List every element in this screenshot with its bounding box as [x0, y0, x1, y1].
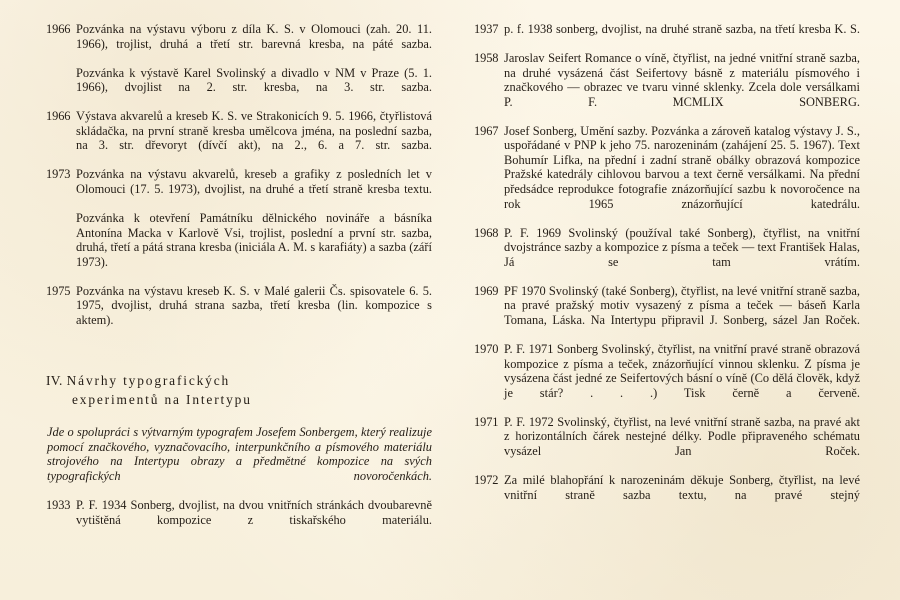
entry-year: 1966: [46, 22, 71, 36]
bibliography-entry: [474, 284, 860, 342]
entry-body: [504, 342, 860, 415]
bibliography-entry: [474, 124, 860, 226]
entry-year: 1975: [46, 283, 71, 298]
bibliography-entry: [46, 109, 432, 167]
entry-paragraph: Pozvánka na výstavu akvarelů, kreseb a grafiky z posledních let v Olomouci (17. 5. 1973), dvojlist, na druhé a třetí straně kresba textu.: [76, 167, 432, 197]
entry-paragraph: Pozvánka na výstavu kreseb K. S. v Malé galerii Čs. spisovatele 6. 5. 1975, dvojlist, druhá strana sazba, třetí kresba (lin. kompozice s aktem).: [76, 283, 432, 327]
entry-body: [504, 473, 860, 517]
entry-year: 1972: [474, 472, 499, 487]
entry-body: [76, 284, 432, 342]
entry-paragraph: Pozvánka na výstavu výboru z díla K. S. v Olomouci (zah. 20. 11. 1966), trojlist, druhá a třetí str. barevná kresba, na páté sazba.: [76, 22, 432, 51]
bibliography-entry: [46, 284, 432, 342]
bibliography-entry: [474, 226, 860, 284]
entry-paragraph: P. F. 1971 Sonberg Svolinský, čtyřlist, na vnitřní pravé straně obrazová kompozice z písma a teček, znázorňující vinnou sklenku. Z písma je vysázena část jedné ze Seifertových básní o víně (Co dělá člověk, když je stár? . . .) Tisk černě a červeně.: [504, 342, 860, 400]
section-heading-line-1: [46, 371, 432, 390]
entry-paragraph: P. F. 1969 Svolinský (používal také Sonberg), čtyřlist, na vnitřní dvojstránce sazby a kompozice z písma a teček — text František Halas, Já se tam vrátím.: [504, 225, 860, 269]
entry-year: 1966: [46, 109, 71, 124]
entry-body: [504, 284, 860, 342]
bibliography-entry: [474, 473, 860, 517]
entry-year: 1933: [46, 498, 71, 512]
two-column-layout: [0, 22, 900, 542]
section-heading: [46, 371, 432, 409]
lead-paragraph: Jde o spolupráci s výtvarným typografem Josefem Sonbergem, který realizuje pomocí značkového, vyznačovacího, interpunkčního a písmového materiálu strojového na Intertypu obrazy a předmětné kompozice na svých typografických novoročenkách.: [47, 425, 432, 483]
bibliography-entry: [46, 498, 432, 542]
entry-paragraph: p. f. 1938 sonberg, dvojlist, na druhé straně sazba, na třetí kresba K. S.: [504, 22, 860, 36]
entry-paragraph: PF 1970 Svolinský (také Sonberg), čtyřlist, na levé vnitřní straně sazba, na pravé pražský motiv vysazený z písma a teček — báseň Karla Tomana, Láska. Na Intertypu připravil J. Sonberg, sázel Jan Roček.: [504, 283, 860, 327]
entry-body: [504, 124, 860, 226]
section-title-line-2: experimentů na Intertypu: [72, 392, 252, 408]
entry-paragraph: Jaroslav Seifert Romance o víně, čtyřlist, na jedné vnitřní straně sazba, na druhé vysázená část Seifertovy básně z materiálu písmového i značkového — obrazec ve tvaru vinné sklenky. Zcela dole versálkami P. F. MCMLIX SONBERG.: [504, 51, 860, 109]
entry-year: 1970: [474, 342, 499, 357]
entry-body: [76, 498, 432, 542]
entry-body: [504, 226, 860, 284]
entry-year: 1958: [474, 51, 499, 66]
entry-year: 1969: [474, 283, 499, 298]
entry-year: 1973: [46, 167, 71, 182]
bibliography-entry: [474, 22, 860, 51]
entry-body: [504, 51, 860, 124]
entry-year: 1968: [474, 225, 499, 240]
section-number: IV.: [46, 373, 63, 389]
entry-paragraph: P. F. 1972 Svolinský, čtyřlist, na levé vnitřní straně sazba, na pravé akt z horizontálních čárek nestejné délky. Podle připraveného schématu vysázel Jan Roček.: [504, 414, 860, 458]
bibliography-entry: [474, 51, 860, 124]
bibliography-entry: [474, 342, 860, 415]
entry-paragraph: P. F. 1934 Sonberg, dvojlist, na dvou vnitřních stránkách dvoubarevně vytištěná kompozice z tiskařského materiálu.: [76, 498, 432, 527]
entry-paragraph: Výstava akvarelů a kreseb K. S. ve Strakonicích 9. 5. 1966, čtyřlistová skládačka, na první straně kresba umělcova jména, na poslední sazba, na 3. str. dřevoryt (dívčí akt), na 2., 6. a 7. str. sazba.: [76, 109, 432, 153]
entry-paragraph: Za milé blahopřání k narozeninám děkuje Sonberg, čtyřlist, na levé vnitřní straně sazba textu, na pravé stejný: [504, 472, 860, 502]
entry-year: 1937: [474, 22, 499, 36]
entry-body: [504, 22, 860, 51]
entry-paragraph: Pozvánka k otevření Památníku dělnického novináře a básníka Antonína Macka v Karlově Vsi, trojlist, poslední a první str. sazba, druhá, třetí a pátá strana kresba (iniciála A. M. s karafiáty) a sazba (září 1973).: [76, 211, 432, 269]
entry-paragraph: Josef Sonberg, Umění sazby. Pozvánka a zároveň katalog výstavy J. S., uspořádané v PNP k jeho 75. narozeninám (zahájení 25. 5. 1967). Text Bohumír Lifka, na přední i zadní straně obálky obrazová kompozice Pražské katedrály cihlovou barvou a text černě versálkami. Na přední předsádce reprodukce fotografie znázorňující sazbu k novoročence na rok 1965 znázorňující katedrálu.: [504, 123, 860, 211]
entry-body: [76, 109, 432, 167]
bibliography-entry: [46, 167, 432, 283]
bibliography-entry: [474, 415, 860, 473]
bibliography-entry: [46, 22, 432, 109]
entry-paragraph: Pozvánka k výstavě Karel Svolinský a divadlo v NM v Praze (5. 1. 1966), dvojlist na 2. str. kresba, na 3. str. sazba.: [76, 65, 432, 95]
entry-year: 1967: [474, 123, 499, 138]
section-title-line-1: Návrhy typografických: [66, 373, 231, 389]
entry-body: [76, 167, 432, 283]
entry-body: [76, 22, 432, 109]
right-column: [474, 22, 860, 542]
entry-year: 1971: [474, 414, 499, 429]
left-column: [46, 22, 432, 542]
entry-body: [504, 415, 860, 473]
